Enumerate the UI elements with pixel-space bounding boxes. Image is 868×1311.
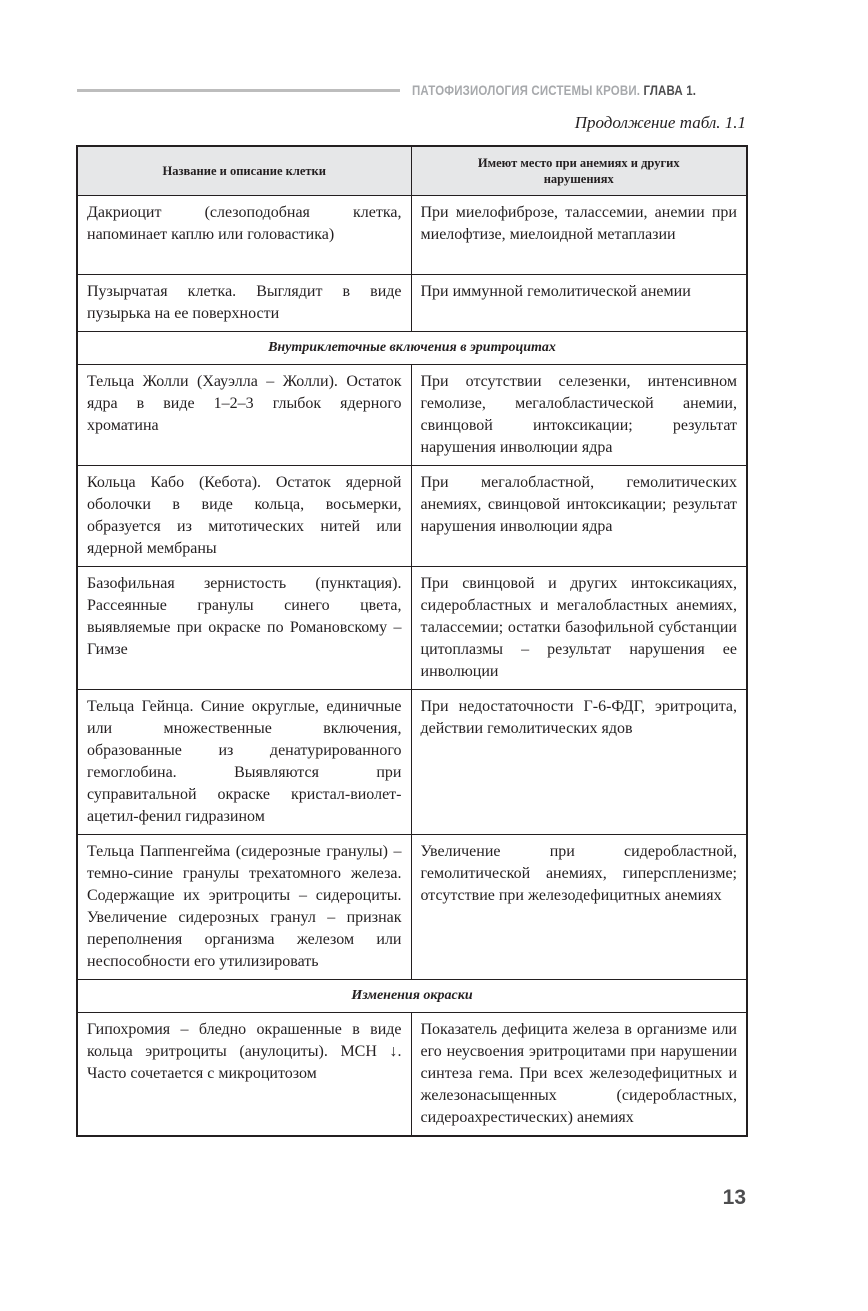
cell-conditions: Увеличение при сидеробластной, гемолитической анемиях, гиперспленизме; отсутствие при железодефицитных анемиях xyxy=(411,835,747,980)
cell-conditions: При иммунной гемолитической анемии xyxy=(411,275,747,332)
running-head-title xyxy=(412,82,696,98)
table-row xyxy=(77,1013,747,1137)
section-title: Изменения окраски xyxy=(77,980,747,1013)
cell-conditions: При отсутствии селезенки, интенсивном гемолизе, мегалобластической анемии, свинцовой интоксикации; результат нарушения инволюции ядра xyxy=(411,365,747,466)
cell-description: Пузырчатая клетка. Выглядит в виде пузырька на ее поверхности xyxy=(77,275,411,332)
header-cell-conditions xyxy=(411,146,747,196)
table-row xyxy=(77,365,747,466)
cell-conditions: Показатель дефицита железа в организме или его неусвоения эритроцитами при нарушении синтеза гема. При всех железодефицитных и железонасыщенных (сидеробластных, сидероахрестических) анемиях xyxy=(411,1013,747,1137)
cell-description-table xyxy=(76,145,748,1137)
table-continuation-label: Продолжение табл. 1.1 xyxy=(574,113,746,132)
running-head xyxy=(77,80,745,100)
cell-description: Гипохромия – бледно окрашенные в виде кольца эритроциты (анулоциты). MCH ↓. Часто сочетается с микроцитозом xyxy=(77,1013,411,1137)
running-head-section: ПАТОФИЗИОЛОГИЯ СИСТЕМЫ КРОВИ. xyxy=(412,82,641,98)
cell-description: Тельца Жолли (Хауэлла – Жолли). Остаток ядра в виде 1–2–3 глыбок ядерного хроматина xyxy=(77,365,411,466)
cell-description: Тельца Гейнца. Синие округлые, единичные или множественные включения, образованные из денатурированного гемоглобина. Выявляются при суправитальной окраске кристал-виолет-ацетил-фенил гидразином xyxy=(77,690,411,835)
table-row xyxy=(77,196,747,275)
running-head-chapter: ГЛАВА 1. xyxy=(643,82,697,98)
table-row xyxy=(77,567,747,690)
section-title: Внутриклеточные включения в эритроцитах xyxy=(77,332,747,365)
table-row xyxy=(77,835,747,980)
cell-conditions: При миелофиброзе, талассемии, анемии при миелофтизе, миелоидной метаплазии xyxy=(411,196,747,275)
header-rule xyxy=(77,89,400,92)
header-cell-conditions-text: Имеют место при анемиях и других нарушениях xyxy=(477,156,680,186)
cell-description: Кольца Кабо (Кебота). Остаток ядерной оболочки в виде кольца, восьмерки, образуется из митотических нитей или ядерной мембраны xyxy=(77,466,411,567)
page-number: 13 xyxy=(722,1186,746,1209)
header-cell-description: Название и описание клетки xyxy=(77,146,411,196)
cell-conditions: При свинцовой и других интоксикациях, сидеробластных и мегалобластных анемиях, талассемии; остатки базофильной субстанции цитоплазмы – результат нарушения ее инволюции xyxy=(411,567,747,690)
table-row xyxy=(77,690,747,835)
section-row-inclusions xyxy=(77,332,747,365)
cell-conditions: При недостаточности Г-6-ФДГ, эритроцита, действии гемолитических ядов xyxy=(411,690,747,835)
table-row xyxy=(77,275,747,332)
cell-description: Тельца Паппенгейма (сидерозные гранулы) – темно-синие гранулы трехатомного железа. Содержащие их эритроциты – сидероциты. Увеличение сидерозных гранул – признак переполнения организма железом или неспособности его утилизировать xyxy=(77,835,411,980)
cell-description: Базофильная зернистость (пунктация). Рассеянные гранулы синего цвета, выявляемые при окраске по Романовскому – Гимзе xyxy=(77,567,411,690)
cell-description: Дакриоцит (слезоподобная клетка, напоминает каплю или головастика) xyxy=(77,196,411,275)
cell-conditions: При мегалобластной, гемолитических анемиях, свинцовой интоксикации; результат нарушения инволюции ядра xyxy=(411,466,747,567)
table-header-row xyxy=(77,146,747,196)
table-row xyxy=(77,466,747,567)
section-row-staining xyxy=(77,980,747,1013)
